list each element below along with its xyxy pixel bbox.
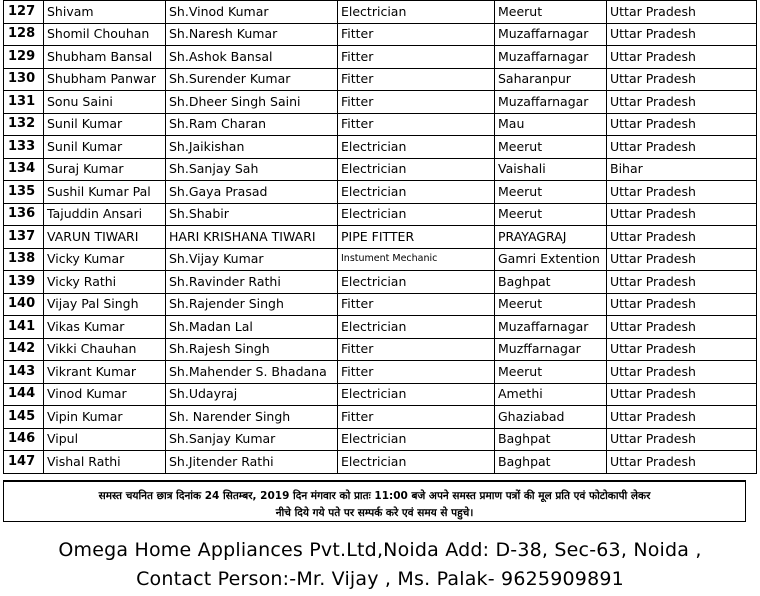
father-name-cell: Sh.Gaya Prasad (166, 181, 338, 204)
candidate-name-cell: Vijay Pal Singh (44, 293, 166, 316)
father-name-cell: Sh.Surender Kumar (166, 68, 338, 91)
candidate-name-cell: VARUN TIWARI (44, 226, 166, 249)
table-row (4, 203, 757, 226)
candidate-name-cell: Vicky Rathi (44, 271, 166, 294)
trade-cell: Fitter (338, 23, 495, 46)
city-cell: Meerut (495, 293, 607, 316)
trade-cell: Electrician (338, 136, 495, 159)
candidate-name-cell: Shomil Chouhan (44, 23, 166, 46)
city-cell: Muzaffarnagar (495, 316, 607, 339)
company-address: Omega Home Appliances Pvt.Ltd,Noida Add: D-38, Sec-63, Noida , (58, 539, 702, 561)
table-row (4, 271, 757, 294)
father-name-cell: Sh.Jaikishan (166, 136, 338, 159)
trade-cell: Fitter (338, 293, 495, 316)
state-cell: Uttar Pradesh (607, 23, 757, 46)
state-cell: Uttar Pradesh (607, 451, 757, 474)
city-cell: Baghpat (495, 451, 607, 474)
candidate-name-cell: Sushil Kumar Pal (44, 181, 166, 204)
table-row (4, 158, 757, 181)
state-cell: Uttar Pradesh (607, 46, 757, 69)
father-name-cell: Sh.Shabir (166, 203, 338, 226)
trade-cell: Electrician (338, 203, 495, 226)
father-name-cell: Sh.Sanjay Sah (166, 158, 338, 181)
candidate-name-cell: Sunil Kumar (44, 113, 166, 136)
serial-number-cell: 135 (4, 181, 44, 204)
city-cell: Ghaziabad (495, 406, 607, 429)
serial-number-cell: 137 (4, 226, 44, 249)
table-row (4, 293, 757, 316)
candidate-table-body (4, 1, 757, 474)
state-cell: Uttar Pradesh (607, 361, 757, 384)
serial-number-cell: 142 (4, 338, 44, 361)
state-cell: Uttar Pradesh (607, 383, 757, 406)
state-cell: Uttar Pradesh (607, 113, 757, 136)
city-cell: Meerut (495, 1, 607, 24)
serial-number-cell: 128 (4, 23, 44, 46)
candidate-table (3, 0, 757, 474)
serial-number-cell: 144 (4, 383, 44, 406)
candidate-name-cell: Vinod Kumar (44, 383, 166, 406)
father-name-cell: Sh.Vinod Kumar (166, 1, 338, 24)
city-cell: Saharanpur (495, 68, 607, 91)
father-name-cell: Sh.Rajesh Singh (166, 338, 338, 361)
serial-number-cell: 129 (4, 46, 44, 69)
serial-number-cell: 140 (4, 293, 44, 316)
state-cell: Uttar Pradesh (607, 248, 757, 271)
state-cell: Uttar Pradesh (607, 91, 757, 114)
serial-number-cell: 132 (4, 113, 44, 136)
notice-box (3, 480, 746, 522)
trade-cell: Electrician (338, 158, 495, 181)
father-name-cell: Sh.Vijay Kumar (166, 248, 338, 271)
trade-cell: PIPE FITTER (338, 226, 495, 249)
table-row (4, 338, 757, 361)
state-cell: Uttar Pradesh (607, 181, 757, 204)
trade-cell: Electrician (338, 1, 495, 24)
father-name-cell: Sh.Jitender Rathi (166, 451, 338, 474)
candidate-name-cell: Shubham Panwar (44, 68, 166, 91)
state-cell: Uttar Pradesh (607, 226, 757, 249)
serial-number-cell: 145 (4, 406, 44, 429)
candidate-name-cell: Sunil Kumar (44, 136, 166, 159)
candidate-name-cell: Vikrant Kumar (44, 361, 166, 384)
serial-number-cell: 143 (4, 361, 44, 384)
state-cell: Uttar Pradesh (607, 1, 757, 24)
city-cell: Meerut (495, 203, 607, 226)
candidate-name-cell: Vipul (44, 428, 166, 451)
trade-cell: Fitter (338, 406, 495, 429)
father-name-cell: Sh.Ashok Bansal (166, 46, 338, 69)
serial-number-cell: 134 (4, 158, 44, 181)
father-name-cell: Sh.Naresh Kumar (166, 23, 338, 46)
table-row (4, 226, 757, 249)
city-cell: Gamri Extention (495, 248, 607, 271)
state-cell: Uttar Pradesh (607, 406, 757, 429)
table-row (4, 46, 757, 69)
table-row (4, 248, 757, 271)
serial-number-cell: 133 (4, 136, 44, 159)
table-row (4, 91, 757, 114)
city-cell: Muzaffarnagar (495, 91, 607, 114)
city-cell: Muzaffarnagar (495, 46, 607, 69)
trade-cell: Fitter (338, 361, 495, 384)
table-row (4, 428, 757, 451)
state-cell: Uttar Pradesh (607, 338, 757, 361)
candidate-name-cell: Shubham Bansal (44, 46, 166, 69)
trade-cell: Electrician (338, 181, 495, 204)
state-cell: Uttar Pradesh (607, 136, 757, 159)
state-cell: Uttar Pradesh (607, 316, 757, 339)
candidate-name-cell: Shivam (44, 1, 166, 24)
serial-number-cell: 138 (4, 248, 44, 271)
table-row (4, 361, 757, 384)
father-name-cell: Sh.Udayraj (166, 383, 338, 406)
father-name-cell: Sh.Dheer Singh Saini (166, 91, 338, 114)
state-cell: Uttar Pradesh (607, 293, 757, 316)
city-cell: PRAYAGRAJ (495, 226, 607, 249)
candidate-name-cell: Suraj Kumar (44, 158, 166, 181)
table-row (4, 136, 757, 159)
candidate-name-cell: Tajuddin Ansari (44, 203, 166, 226)
father-name-cell: Sh.Madan Lal (166, 316, 338, 339)
city-cell: Mau (495, 113, 607, 136)
city-cell: Meerut (495, 181, 607, 204)
city-cell: Meerut (495, 136, 607, 159)
father-name-cell: Sh.Mahender S. Bhadana (166, 361, 338, 384)
trade-cell: Fitter (338, 46, 495, 69)
city-cell: Baghpat (495, 428, 607, 451)
state-cell: Uttar Pradesh (607, 428, 757, 451)
contact-person: Contact Person:-Mr. Vijay , Ms. Palak- 9625909891 (136, 568, 624, 590)
father-name-cell: Sh.Sanjay Kumar (166, 428, 338, 451)
city-cell: Meerut (495, 361, 607, 384)
trade-cell: Electrician (338, 271, 495, 294)
table-row (4, 113, 757, 136)
table-row (4, 68, 757, 91)
state-cell: Uttar Pradesh (607, 203, 757, 226)
trade-cell: Fitter (338, 113, 495, 136)
trade-cell: Electrician (338, 451, 495, 474)
father-name-cell: Sh. Narender Singh (166, 406, 338, 429)
serial-number-cell: 146 (4, 428, 44, 451)
table-row (4, 383, 757, 406)
notice-line-1: समस्त चयनित छात्र दिनांक 24 सितम्बर, 2019 दिन मंगवार को प्रातः 11:00 बजे अपने समस्त प्रमाण पत्रों की मूल प्रति एवं फोटोकापी लेकर (98, 490, 651, 502)
candidate-name-cell: Vishal Rathi (44, 451, 166, 474)
serial-number-cell: 131 (4, 91, 44, 114)
table-row (4, 451, 757, 474)
father-name-cell: HARI KRISHANA TIWARI (166, 226, 338, 249)
state-cell: Uttar Pradesh (607, 271, 757, 294)
table-row (4, 181, 757, 204)
trade-cell: Electrician (338, 428, 495, 451)
table-row (4, 23, 757, 46)
candidate-name-cell: Vicky Kumar (44, 248, 166, 271)
trade-cell: Fitter (338, 91, 495, 114)
candidate-name-cell: Vikki Chauhan (44, 338, 166, 361)
trade-cell: Fitter (338, 338, 495, 361)
city-cell: Baghpat (495, 271, 607, 294)
serial-number-cell: 139 (4, 271, 44, 294)
trade-cell: Electrician (338, 316, 495, 339)
serial-number-cell: 130 (4, 68, 44, 91)
father-name-cell: Sh.Rajender Singh (166, 293, 338, 316)
trade-cell: Fitter (338, 68, 495, 91)
state-cell: Bihar (607, 158, 757, 181)
table-row (4, 1, 757, 24)
city-cell: Vaishali (495, 158, 607, 181)
trade-cell: Instument Mechanic (338, 248, 495, 271)
city-cell: Amethi (495, 383, 607, 406)
serial-number-cell: 141 (4, 316, 44, 339)
serial-number-cell: 127 (4, 1, 44, 24)
serial-number-cell: 147 (4, 451, 44, 474)
city-cell: Muzaffarnagar (495, 23, 607, 46)
candidate-name-cell: Vikas Kumar (44, 316, 166, 339)
contact-block (0, 536, 760, 594)
father-name-cell: Sh.Ravinder Rathi (166, 271, 338, 294)
state-cell: Uttar Pradesh (607, 68, 757, 91)
city-cell: Muzffarnagar (495, 338, 607, 361)
table-row (4, 316, 757, 339)
trade-cell: Electrician (338, 383, 495, 406)
table-row (4, 406, 757, 429)
father-name-cell: Sh.Ram Charan (166, 113, 338, 136)
candidate-name-cell: Vipin Kumar (44, 406, 166, 429)
notice-line-2: नीचे दिये गये पते पर सम्पर्क करे एवं समय से पहुचे। (275, 507, 474, 519)
serial-number-cell: 136 (4, 203, 44, 226)
candidate-name-cell: Sonu Saini (44, 91, 166, 114)
